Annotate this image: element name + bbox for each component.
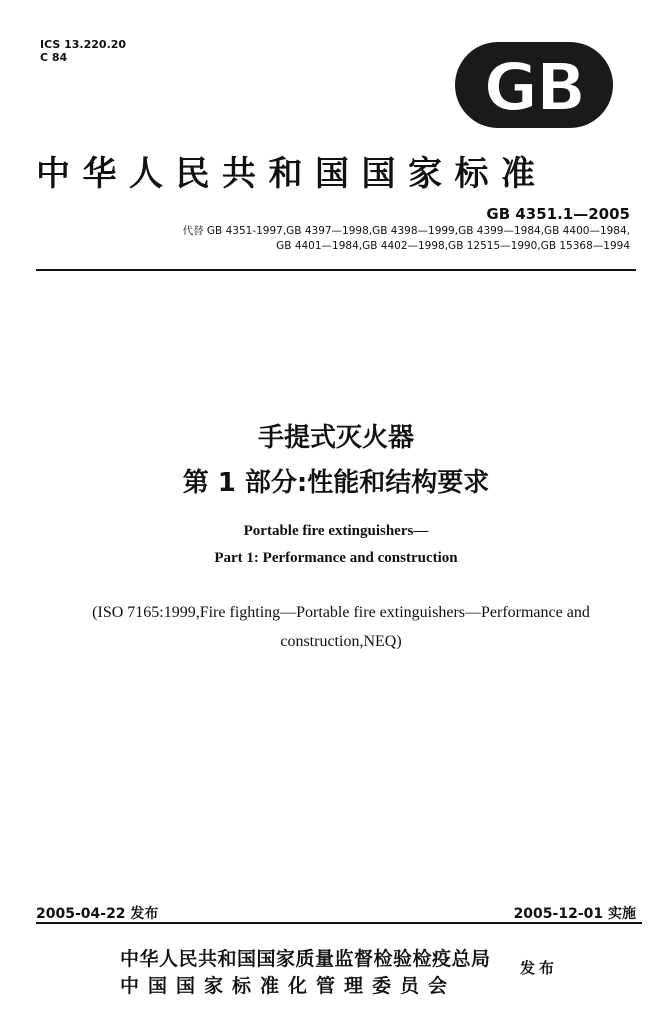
iso-line-2: construction,NEQ) [280,633,402,650]
en-title-line-2: Part 1: Performance and construction [214,550,458,566]
issue-label: 发布 [520,959,559,977]
issuer-line-2: 中国国家标准化管理委员会 [120,975,457,997]
replaces-line-2: GB 4401—1984,GB 4402—1998,GB 12515—1990,GB 15368—1994 [276,240,630,252]
gb-logo-letters: GB [483,49,585,126]
ccs-code: C 84 [40,51,68,64]
issuer-line-1: 中华人民共和国国家质量监督检验检疫总局 [120,948,491,970]
standard-number: GB 4351.1—2005 [486,205,630,223]
en-title-line-1: Portable fire extinguishers— [243,523,429,539]
replaces-standards [183,224,630,254]
ics-code: ICS 13.220.20 [40,38,127,51]
gb-logo [453,40,615,130]
national-standard-title: 中华人民共和国国家标准 [36,154,548,194]
implement-date: 2005-12-01 实施 [513,906,636,922]
iso-equivalence [36,598,646,656]
replaces-line-1: 代替 GB 4351-1997,GB 4397—1998,GB 4398—1999,GB 4399—1984,GB 4400—1984, [182,225,630,237]
classification-codes [40,38,126,64]
iso-line-1: (ISO 7165:1999,Fire fighting—Portable fire extinguishers—Performance and [92,604,590,621]
footer-divider [36,922,642,924]
publish-date: 2005-04-22 发布 [36,906,159,922]
cn-title-line-2: 第 1 部分:性能和结构要求 [182,468,490,498]
gb-logo-text [484,49,584,126]
cn-title-line-1: 手提式灭火器 [257,423,414,453]
header-divider [36,269,636,271]
